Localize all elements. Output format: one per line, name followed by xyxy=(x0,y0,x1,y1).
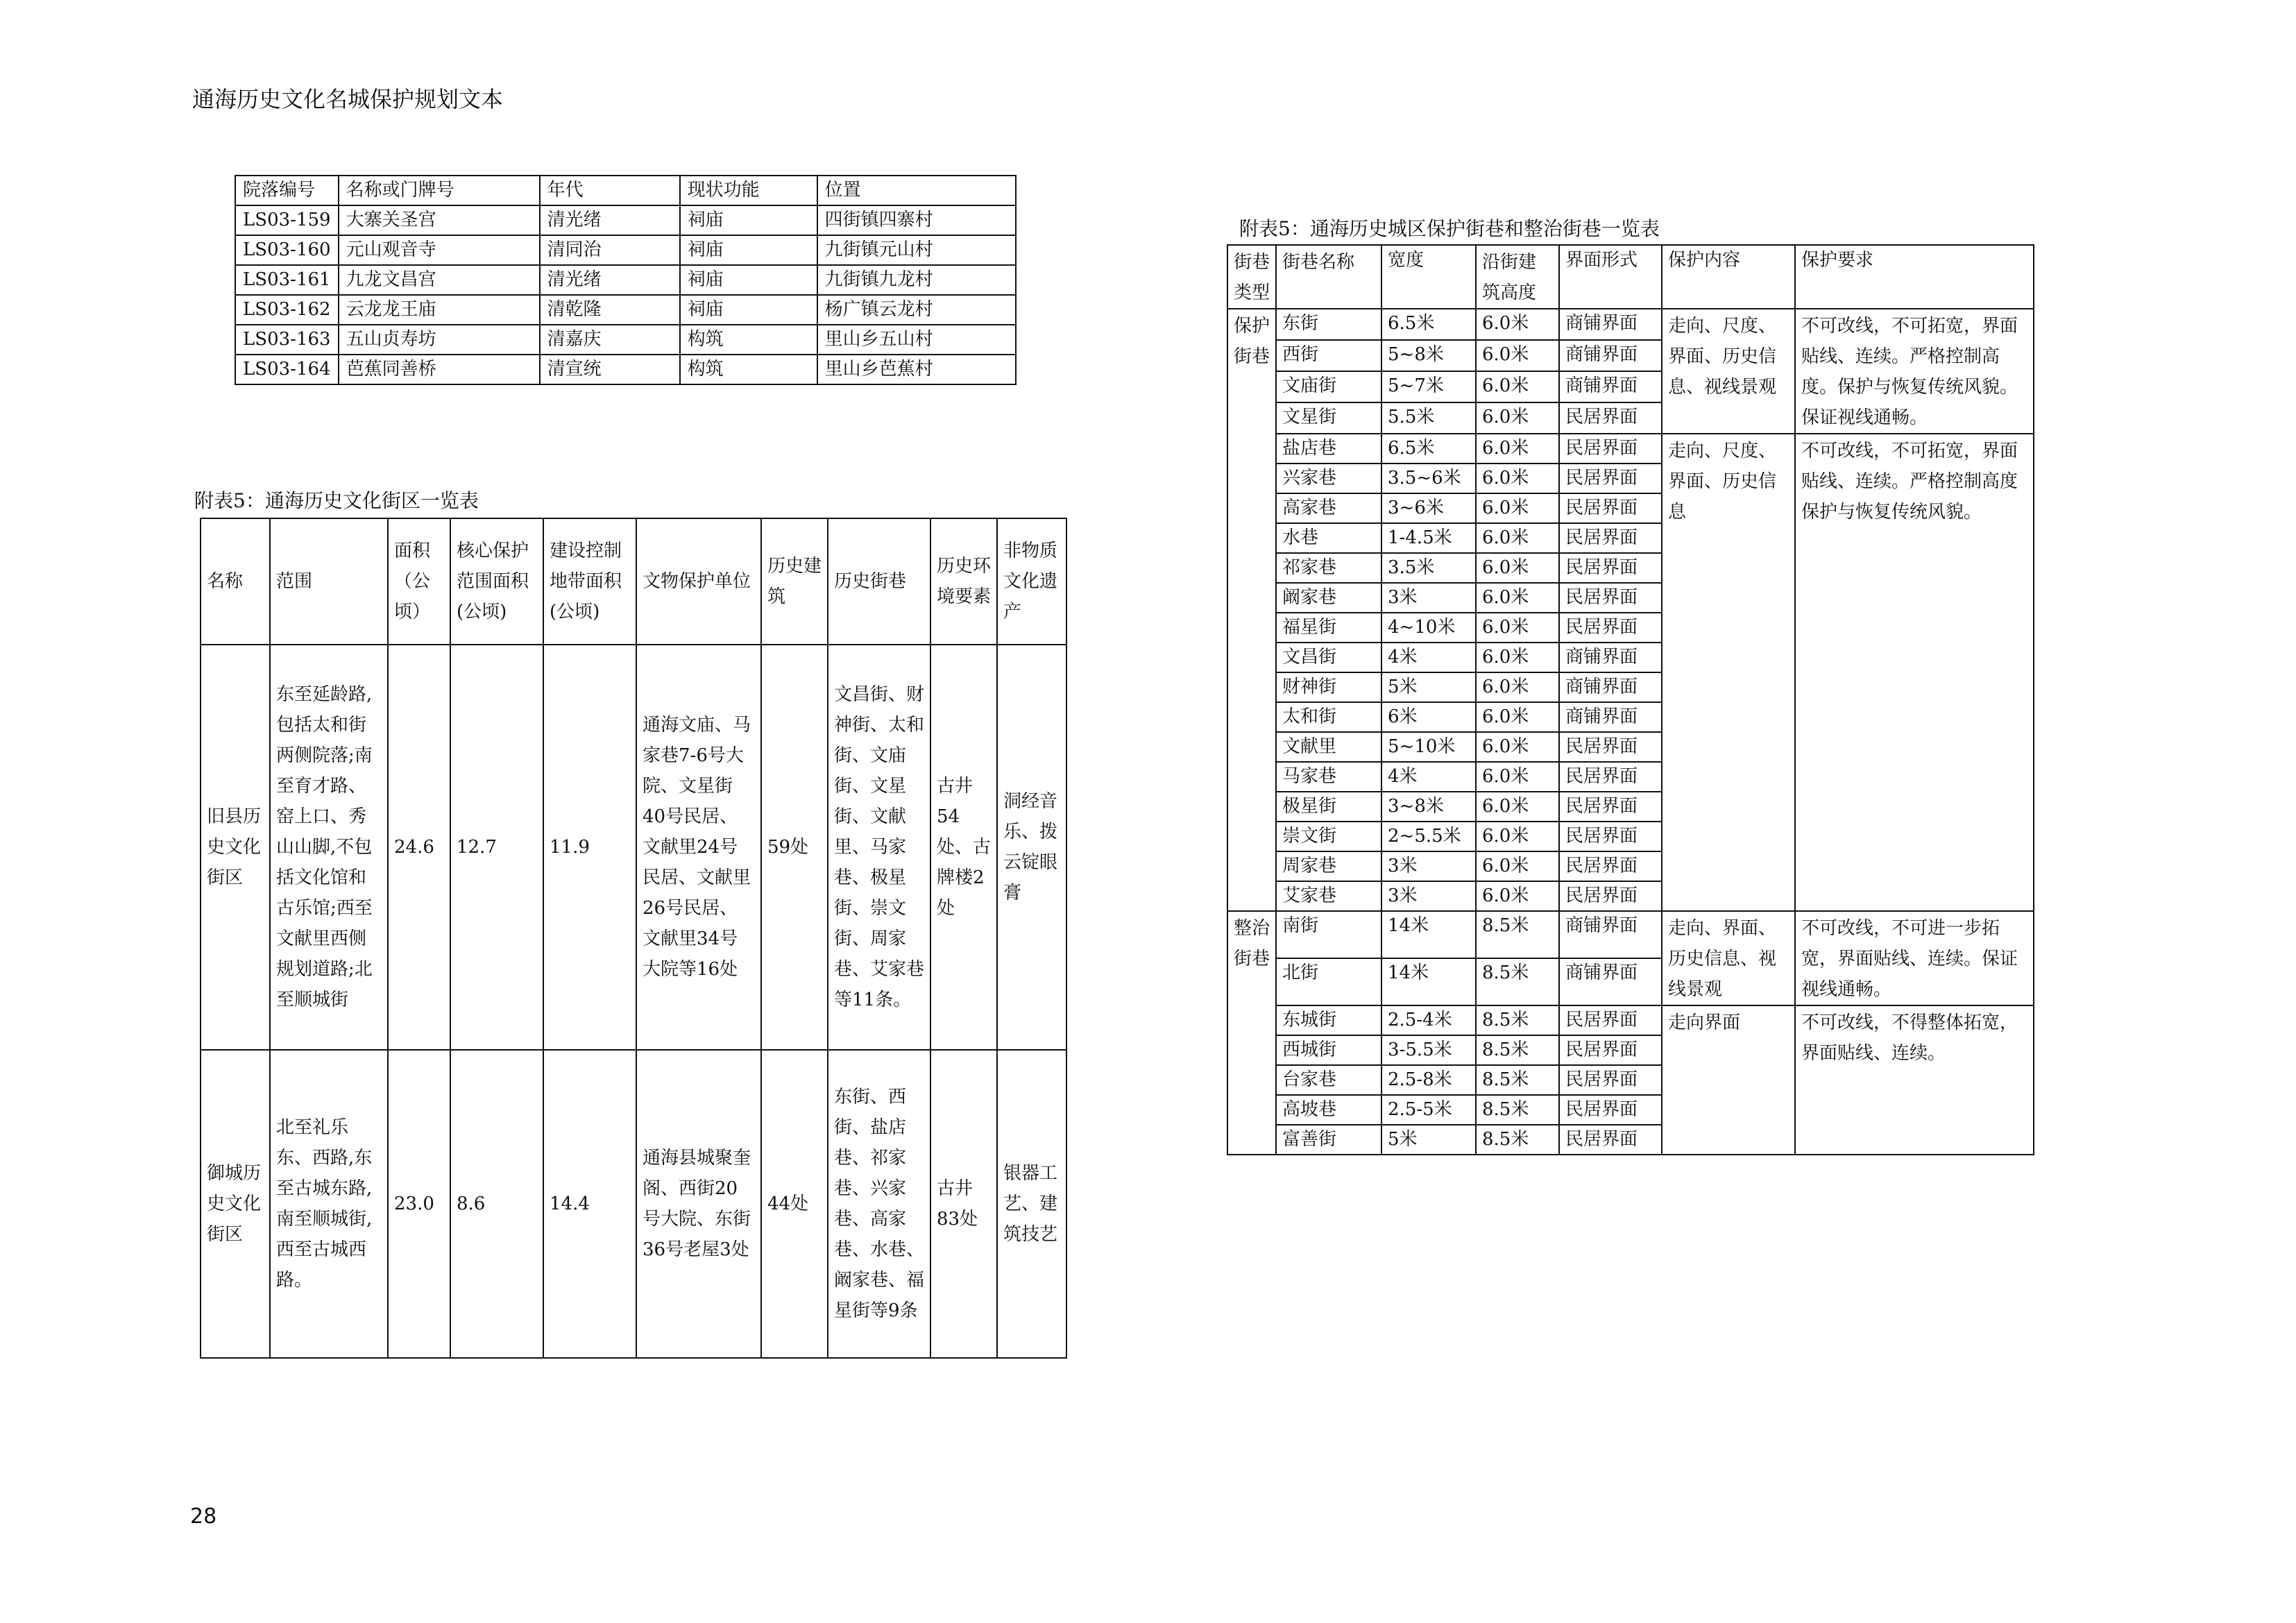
building-height: 6.0米 xyxy=(1476,493,1559,523)
interface-form: 民居界面 xyxy=(1559,851,1662,881)
street-width: 3.5米 xyxy=(1381,553,1476,583)
district-core-area: 8.6 xyxy=(450,1050,543,1358)
street-width: 6.5米 xyxy=(1381,434,1476,464)
street-width: 14米 xyxy=(1381,911,1476,958)
header-cell: 核心保护范围面积(公顷) xyxy=(450,518,543,645)
header-cell: 宽度 xyxy=(1381,245,1476,309)
district-streets: 文昌街、财神街、太和街、文庙街、文星街、文献里、马家巷、极星街、崇文街、周家巷、艾家巷等11条。 xyxy=(828,645,930,1050)
street-name: 马家巷 xyxy=(1276,762,1381,792)
building-height: 6.0米 xyxy=(1476,309,1559,340)
street-width: 2~5.5米 xyxy=(1381,822,1476,851)
table-cell: 杨广镇云龙村 xyxy=(817,295,1016,325)
street-name: 西街 xyxy=(1276,340,1381,371)
district-range: 东至延龄路,包括太和街两侧院落;南至育才路、窑上口、秀山山脚,不包括文化馆和古乐馆;西至文献里西侧规划道路;北至顺城街 xyxy=(270,645,388,1050)
table-cell: 构筑 xyxy=(680,355,817,384)
building-height: 6.0米 xyxy=(1476,523,1559,553)
interface-form: 商铺界面 xyxy=(1559,702,1662,732)
table-cell: LS03-159 xyxy=(235,205,339,235)
street-name: 富善街 xyxy=(1276,1125,1381,1155)
table-header-row xyxy=(235,176,1016,205)
interface-form: 民居界面 xyxy=(1559,613,1662,643)
street-name: 文献里 xyxy=(1276,732,1381,762)
interface-form: 民居界面 xyxy=(1559,1035,1662,1065)
table-cell: 九街镇九龙村 xyxy=(817,265,1016,295)
street-name: 文昌街 xyxy=(1276,643,1381,672)
district-control-area: 14.4 xyxy=(543,1050,636,1358)
table-cell: 元山观音寺 xyxy=(339,235,540,265)
district-control-area: 11.9 xyxy=(543,645,636,1050)
district-buildings: 44处 xyxy=(761,1050,828,1358)
building-height: 6.0米 xyxy=(1476,762,1559,792)
street-width: 14米 xyxy=(1381,958,1476,1005)
table-header-row xyxy=(1227,245,2034,309)
district-name: 旧县历史文化街区 xyxy=(201,645,270,1050)
table-cell: LS03-164 xyxy=(235,355,339,384)
interface-form: 民居界面 xyxy=(1559,792,1662,822)
street-name: 艾家巷 xyxy=(1276,881,1381,911)
building-height: 6.0米 xyxy=(1476,702,1559,732)
district-streets: 东街、西街、盐店巷、祁家巷、兴家巷、高家巷、水巷、阚家巷、福星街等9条 xyxy=(828,1050,930,1358)
building-height: 6.0米 xyxy=(1476,371,1559,402)
building-height: 6.0米 xyxy=(1476,464,1559,493)
street-width: 6米 xyxy=(1381,702,1476,732)
building-height: 6.0米 xyxy=(1476,792,1559,822)
building-height: 6.0米 xyxy=(1476,851,1559,881)
table-cell: LS03-161 xyxy=(235,265,339,295)
table-row xyxy=(235,355,1016,384)
district-relics: 通海县城聚奎阁、西街20号大院、东街36号老屋3处 xyxy=(636,1050,761,1358)
table-cell: 清同治 xyxy=(540,235,680,265)
street-width: 1-4.5米 xyxy=(1381,523,1476,553)
street-width: 3-5.5米 xyxy=(1381,1035,1476,1065)
header-cell: 名称 xyxy=(201,518,270,645)
street-name: 极星街 xyxy=(1276,792,1381,822)
building-height: 8.5米 xyxy=(1476,1095,1559,1125)
table-cell: 芭蕉同善桥 xyxy=(339,355,540,384)
interface-form: 商铺界面 xyxy=(1559,309,1662,340)
table-cell: 清宣统 xyxy=(540,355,680,384)
street-type: 保护街巷 xyxy=(1227,309,1276,911)
protection-requirement: 不可改线，不可拓宽，界面贴线、连续。严格控制高度保护与恢复传统风貌。 xyxy=(1795,434,2034,911)
table-cell: 四街镇四寨村 xyxy=(817,205,1016,235)
header-cell: 街巷类型 xyxy=(1227,245,1276,309)
interface-form: 民居界面 xyxy=(1559,1095,1662,1125)
street-width: 2.5-5米 xyxy=(1381,1095,1476,1125)
street-name: 西城街 xyxy=(1276,1035,1381,1065)
district-relics: 通海文庙、马家巷7-6号大院、文星街40号民居、文献里24号民居、文献里26号民居、文献里34号大院等16处 xyxy=(636,645,761,1050)
header-cell: 非物质文化遗产 xyxy=(997,518,1066,645)
table-row xyxy=(235,205,1016,235)
interface-form: 民居界面 xyxy=(1559,553,1662,583)
table-row xyxy=(235,295,1016,325)
building-height: 8.5米 xyxy=(1476,911,1559,958)
interface-form: 民居界面 xyxy=(1559,1005,1662,1035)
header-cell: 位置 xyxy=(817,176,1016,205)
protection-requirement: 不可改线，不可拓宽，界面贴线、连续。严格控制高度。保护与恢复传统风貌。保证视线通畅。 xyxy=(1795,309,2034,434)
building-height: 6.0米 xyxy=(1476,822,1559,851)
table-cell: 里山乡五山村 xyxy=(817,325,1016,355)
interface-form: 民居界面 xyxy=(1559,1125,1662,1155)
street-width: 5.5米 xyxy=(1381,402,1476,434)
table-row xyxy=(235,265,1016,295)
building-height: 6.0米 xyxy=(1476,553,1559,583)
street-name: 东城街 xyxy=(1276,1005,1381,1035)
street-name: 福星街 xyxy=(1276,613,1381,643)
street-name: 高坡巷 xyxy=(1276,1095,1381,1125)
table-cell: 九龙文昌宫 xyxy=(339,265,540,295)
street-name: 北街 xyxy=(1276,958,1381,1005)
header-cell: 保护要求 xyxy=(1795,245,2034,309)
district-elements: 古井83处 xyxy=(930,1050,997,1358)
street-name: 周家巷 xyxy=(1276,851,1381,881)
street-name: 台家巷 xyxy=(1276,1065,1381,1095)
interface-form: 民居界面 xyxy=(1559,732,1662,762)
street-width: 6.5米 xyxy=(1381,309,1476,340)
interface-form: 民居界面 xyxy=(1559,434,1662,464)
table-row xyxy=(1227,434,2034,464)
street-width: 5~8米 xyxy=(1381,340,1476,371)
street-width: 3~6米 xyxy=(1381,493,1476,523)
protection-requirement: 不可改线，不得整体拓宽，界面贴线、连续。 xyxy=(1795,1005,2034,1155)
interface-form: 商铺界面 xyxy=(1559,958,1662,1005)
building-height: 6.0米 xyxy=(1476,402,1559,434)
building-height: 6.0米 xyxy=(1476,732,1559,762)
header-cell: 年代 xyxy=(540,176,680,205)
building-height: 6.0米 xyxy=(1476,583,1559,613)
interface-form: 民居界面 xyxy=(1559,762,1662,792)
district-heritage: 洞经音乐、拨云锭眼膏 xyxy=(997,645,1066,1050)
building-height: 6.0米 xyxy=(1476,881,1559,911)
header-cell: 历史建筑 xyxy=(761,518,828,645)
street-name: 祁家巷 xyxy=(1276,553,1381,583)
district-area: 23.0 xyxy=(388,1050,450,1358)
table-cell: 九街镇元山村 xyxy=(817,235,1016,265)
interface-form: 商铺界面 xyxy=(1559,911,1662,958)
table3-caption: 附表5：通海历史城区保护街巷和整治街巷一览表 xyxy=(1239,217,1660,240)
street-width: 3米 xyxy=(1381,881,1476,911)
interface-form: 民居界面 xyxy=(1559,493,1662,523)
header-cell: 文物保护单位 xyxy=(636,518,761,645)
street-width: 3~8米 xyxy=(1381,792,1476,822)
street-width: 3.5~6米 xyxy=(1381,464,1476,493)
table-cell: LS03-160 xyxy=(235,235,339,265)
header-cell: 沿街建筑高度 xyxy=(1476,245,1559,309)
street-name: 高家巷 xyxy=(1276,493,1381,523)
street-name: 太和街 xyxy=(1276,702,1381,732)
street-width: 5~10米 xyxy=(1381,732,1476,762)
interface-form: 商铺界面 xyxy=(1559,340,1662,371)
district-name: 御城历史文化街区 xyxy=(201,1050,270,1358)
table-cell: 清光绪 xyxy=(540,265,680,295)
street-name: 水巷 xyxy=(1276,523,1381,553)
building-height: 6.0米 xyxy=(1476,340,1559,371)
header-cell: 面积（公顷） xyxy=(388,518,450,645)
table-cell: 祠庙 xyxy=(680,235,817,265)
street-width: 4~10米 xyxy=(1381,613,1476,643)
header-cell: 范围 xyxy=(270,518,388,645)
street-lane-table xyxy=(1227,244,2034,1155)
table-header-row xyxy=(201,518,1066,645)
street-width: 3米 xyxy=(1381,851,1476,881)
header-cell: 历史环境要素 xyxy=(930,518,997,645)
table2-caption: 附表5：通海历史文化街区一览表 xyxy=(194,489,479,512)
header-cell: 街巷名称 xyxy=(1276,245,1381,309)
street-name: 文庙街 xyxy=(1276,371,1381,402)
table-cell: 清嘉庆 xyxy=(540,325,680,355)
street-name: 财神街 xyxy=(1276,672,1381,702)
interface-form: 民居界面 xyxy=(1559,822,1662,851)
table-cell: 大寨关圣宫 xyxy=(339,205,540,235)
table-cell: 清乾隆 xyxy=(540,295,680,325)
page-number: 28 xyxy=(190,1504,217,1529)
table-row xyxy=(1227,309,2034,340)
street-name: 南街 xyxy=(1276,911,1381,958)
interface-form: 民居界面 xyxy=(1559,523,1662,553)
building-height: 6.0米 xyxy=(1476,434,1559,464)
street-width: 2.5-8米 xyxy=(1381,1065,1476,1095)
header-cell: 院落编号 xyxy=(235,176,339,205)
header-cell: 现状功能 xyxy=(680,176,817,205)
street-width: 5~7米 xyxy=(1381,371,1476,402)
table-cell: 祠庙 xyxy=(680,265,817,295)
table-cell: 清光绪 xyxy=(540,205,680,235)
interface-form: 商铺界面 xyxy=(1559,672,1662,702)
table-cell: 五山贞寿坊 xyxy=(339,325,540,355)
table-cell: LS03-163 xyxy=(235,325,339,355)
table-row xyxy=(201,645,1066,1050)
street-name: 东街 xyxy=(1276,309,1381,340)
interface-form: 民居界面 xyxy=(1559,881,1662,911)
building-height: 6.0米 xyxy=(1476,643,1559,672)
building-height: 6.0米 xyxy=(1476,672,1559,702)
district-heritage: 银器工艺、建筑技艺 xyxy=(997,1050,1066,1358)
protection-content: 走向、界面、历史信息、视线景观 xyxy=(1662,911,1795,1005)
protection-content: 走向、尺度、界面、历史信息、视线景观 xyxy=(1662,309,1795,434)
street-name: 崇文街 xyxy=(1276,822,1381,851)
district-buildings: 59处 xyxy=(761,645,828,1050)
building-height: 8.5米 xyxy=(1476,1065,1559,1095)
table-row xyxy=(235,325,1016,355)
street-name: 文星街 xyxy=(1276,402,1381,434)
street-width: 2.5-4米 xyxy=(1381,1005,1476,1035)
street-name: 阚家巷 xyxy=(1276,583,1381,613)
table-cell: 构筑 xyxy=(680,325,817,355)
table-row xyxy=(1227,911,2034,958)
header-cell: 保护内容 xyxy=(1662,245,1795,309)
historic-district-table xyxy=(200,518,1067,1359)
courtyard-table xyxy=(235,175,1017,385)
table-row xyxy=(201,1050,1066,1358)
interface-form: 民居界面 xyxy=(1559,402,1662,434)
interface-form: 商铺界面 xyxy=(1559,643,1662,672)
district-core-area: 12.7 xyxy=(450,645,543,1050)
table-cell: 祠庙 xyxy=(680,205,817,235)
interface-form: 民居界面 xyxy=(1559,583,1662,613)
district-range: 北至礼乐东、西路,东至古城东路,南至顺城街,西至古城西路。 xyxy=(270,1050,388,1358)
interface-form: 商铺界面 xyxy=(1559,371,1662,402)
building-height: 8.5米 xyxy=(1476,958,1559,1005)
header-cell: 界面形式 xyxy=(1559,245,1662,309)
header-cell: 名称或门牌号 xyxy=(339,176,540,205)
street-width: 4米 xyxy=(1381,762,1476,792)
street-type: 整治街巷 xyxy=(1227,911,1276,1155)
street-name: 盐店巷 xyxy=(1276,434,1381,464)
protection-requirement: 不可改线，不可进一步拓宽，界面贴线、连续。保证视线通畅。 xyxy=(1795,911,2034,1005)
building-height: 6.0米 xyxy=(1476,613,1559,643)
building-height: 8.5米 xyxy=(1476,1035,1559,1065)
district-area: 24.6 xyxy=(388,645,450,1050)
building-height: 8.5米 xyxy=(1476,1005,1559,1035)
table-row xyxy=(235,235,1016,265)
building-height: 8.5米 xyxy=(1476,1125,1559,1155)
street-width: 5米 xyxy=(1381,1125,1476,1155)
street-name: 兴家巷 xyxy=(1276,464,1381,493)
document-header-title: 通海历史文化名城保护规划文本 xyxy=(192,86,504,112)
protection-content: 走向、尺度、界面、历史信息 xyxy=(1662,434,1795,911)
district-elements: 古井54处、古牌楼2处 xyxy=(930,645,997,1050)
table-row xyxy=(1227,1005,2034,1035)
header-cell: 建设控制地带面积(公顷) xyxy=(543,518,636,645)
street-width: 4米 xyxy=(1381,643,1476,672)
street-width: 5米 xyxy=(1381,672,1476,702)
protection-content: 走向界面 xyxy=(1662,1005,1795,1155)
interface-form: 民居界面 xyxy=(1559,1065,1662,1095)
street-width: 3米 xyxy=(1381,583,1476,613)
table-cell: 里山乡芭蕉村 xyxy=(817,355,1016,384)
table-cell: 祠庙 xyxy=(680,295,817,325)
table-cell: 云龙龙王庙 xyxy=(339,295,540,325)
table-cell: LS03-162 xyxy=(235,295,339,325)
interface-form: 民居界面 xyxy=(1559,464,1662,493)
header-cell: 历史街巷 xyxy=(828,518,930,645)
